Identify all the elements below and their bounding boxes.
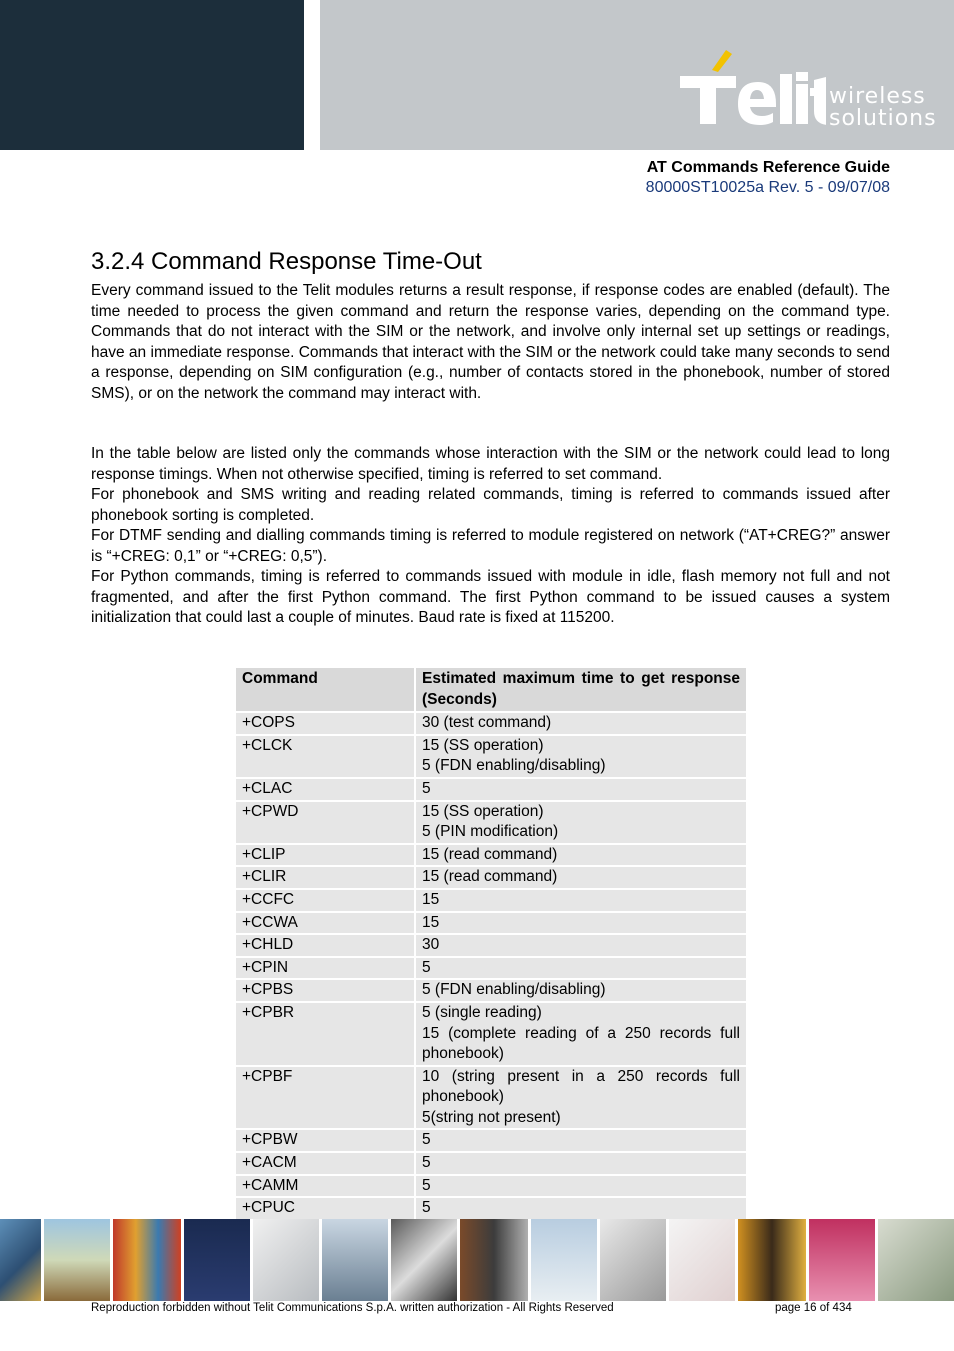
command-cell: +CLIR bbox=[235, 866, 415, 889]
table-row bbox=[235, 934, 747, 957]
time-line: 30 (test command) bbox=[422, 714, 552, 732]
footer-copyright: Reproduction forbidden without Telit Communications S.p.A. written authorization - All Rights Reserved bbox=[91, 1302, 614, 1314]
table-row bbox=[235, 778, 747, 801]
time-cell bbox=[415, 1002, 747, 1066]
time-line: 5 bbox=[422, 1176, 431, 1194]
time-line: 15 (read command) bbox=[422, 845, 558, 863]
table-row bbox=[235, 889, 747, 912]
table-row bbox=[235, 866, 747, 889]
time-line: 15 (read command) bbox=[422, 868, 558, 886]
table-row bbox=[235, 801, 747, 844]
table-row bbox=[235, 1002, 747, 1066]
time-line: 5 bbox=[422, 1154, 431, 1172]
time-line: 5 bbox=[422, 779, 431, 797]
time-cell bbox=[415, 1197, 747, 1220]
time-line: 5 bbox=[422, 958, 431, 976]
time-line: 5 bbox=[422, 1131, 431, 1149]
notes-paragraph bbox=[91, 444, 890, 629]
command-cell: +CCWA bbox=[235, 912, 415, 935]
time-cell bbox=[415, 778, 747, 801]
footer-photo bbox=[600, 1219, 666, 1301]
time-cell bbox=[415, 712, 747, 735]
note-line: In the table below are listed only the commands whose interaction with the SIM or the network could lead to long response timings. When not otherwise specified, timing is referred to set command. bbox=[91, 445, 890, 483]
time-line: 15 bbox=[422, 913, 440, 931]
command-cell: +CPBF bbox=[235, 1066, 415, 1130]
time-cell bbox=[415, 1129, 747, 1152]
command-cell: +CHLD bbox=[235, 934, 415, 957]
command-cell: +COPS bbox=[235, 712, 415, 735]
footer-photo bbox=[738, 1219, 806, 1301]
command-cell: +CACM bbox=[235, 1152, 415, 1175]
table-row bbox=[235, 1152, 747, 1175]
note-line: For phonebook and SMS writing and reading related commands, timing is referred to commands issued after phonebook sorting is completed. bbox=[91, 486, 890, 524]
time-cell bbox=[415, 866, 747, 889]
header-cell-command: Command bbox=[235, 667, 415, 712]
time-cell bbox=[415, 934, 747, 957]
time-line: 10 (string present in a 250 records full phonebook) bbox=[422, 1067, 740, 1106]
command-cell: +CPWD bbox=[235, 801, 415, 844]
footer-photo bbox=[391, 1219, 457, 1301]
command-cell: +CAMM bbox=[235, 1175, 415, 1198]
time-cell bbox=[415, 735, 747, 778]
footer-photo bbox=[0, 1219, 41, 1301]
footer-photo bbox=[460, 1219, 528, 1301]
time-line: 30 bbox=[422, 936, 440, 954]
time-line: 5(string not present) bbox=[422, 1108, 561, 1126]
logo-tagline-wireless: wireless bbox=[829, 84, 926, 109]
footer-photo bbox=[809, 1219, 875, 1301]
table-row bbox=[235, 912, 747, 935]
header-cell-time: Estimated maximum time to get response (Seconds) bbox=[415, 667, 747, 712]
footer-photo bbox=[184, 1219, 250, 1301]
table-row bbox=[235, 844, 747, 867]
command-cell: +CPIN bbox=[235, 957, 415, 980]
command-cell: +CPBR bbox=[235, 1002, 415, 1066]
note-line: For Python commands, timing is referred to commands issued with module in idle, flash memory not full and not fragmented, and after the first Python command. The first Python command to be issued causes a system initialization that could last a couple of minutes. Baud rate is fixed at 115200. bbox=[91, 568, 890, 626]
note-line: For DTMF sending and dialling commands timing is referred to module registered on network (“AT+CREG?” answer is “+CREG: 0,1” or “+CREG: 0,5”). bbox=[91, 527, 890, 565]
footer-photo bbox=[878, 1219, 954, 1301]
time-line: 15 bbox=[422, 890, 440, 908]
command-cell: +CLIP bbox=[235, 844, 415, 867]
time-cell bbox=[415, 912, 747, 935]
time-cell bbox=[415, 1175, 747, 1198]
logo-tagline-solutions: solutions bbox=[829, 106, 937, 131]
intro-paragraph: Every command issued to the Telit modules returns a result response, if response codes are enabled (default). The time needed to process the given command and return the response varies, depending on the command type. Commands that do not interact with the SIM or the network, and involve only internal set up settings or readings, have an immediate response. Commands that interact with the SIM or the network could take many seconds to send a response, depending on SIM configuration (e.g., number of contacts stored in the phonebook, number of stored SMS), or on the network the command may interact with. bbox=[91, 282, 890, 402]
response-timeout-table bbox=[234, 666, 748, 1221]
footer-photo bbox=[113, 1219, 181, 1301]
time-cell bbox=[415, 1066, 747, 1130]
footer-photo bbox=[669, 1219, 735, 1301]
time-cell bbox=[415, 889, 747, 912]
footer-page-number: page 16 of 434 bbox=[775, 1302, 852, 1314]
table-row bbox=[235, 1129, 747, 1152]
command-cell: +CCFC bbox=[235, 889, 415, 912]
footer-photo bbox=[322, 1219, 388, 1301]
command-cell: +CPUC bbox=[235, 1197, 415, 1220]
command-cell: +CPBW bbox=[235, 1129, 415, 1152]
table-row bbox=[235, 957, 747, 980]
time-line: 15 (SS operation) bbox=[422, 736, 544, 754]
document-title: AT Commands Reference Guide bbox=[646, 159, 890, 176]
telit-logo-mark bbox=[676, 48, 826, 130]
footer-photo bbox=[531, 1219, 597, 1301]
command-cell: +CPBS bbox=[235, 979, 415, 1002]
time-cell bbox=[415, 1152, 747, 1175]
time-line: 5 (PIN modification) bbox=[422, 823, 559, 841]
section-heading: 3.2.4 Command Response Time-Out bbox=[91, 248, 482, 275]
footer-photo-strip bbox=[0, 1219, 954, 1301]
footer-photo bbox=[44, 1219, 110, 1301]
table-row bbox=[235, 1066, 747, 1130]
time-line: 5 bbox=[422, 1199, 431, 1217]
footer-photo bbox=[253, 1219, 319, 1301]
command-cell: +CLCK bbox=[235, 735, 415, 778]
table-row bbox=[235, 979, 747, 1002]
table-row bbox=[235, 735, 747, 778]
table-row bbox=[235, 1197, 747, 1220]
document-revision: 80000ST10025a Rev. 5 - 09/07/08 bbox=[645, 179, 890, 196]
time-cell bbox=[415, 844, 747, 867]
time-line: 15 (SS operation) bbox=[422, 802, 544, 820]
table-row bbox=[235, 712, 747, 735]
table-header-row bbox=[235, 667, 747, 712]
table-row bbox=[235, 1175, 747, 1198]
time-line: 5 (single reading) bbox=[422, 1003, 542, 1021]
time-line: 5 (FDN enabling/disabling) bbox=[422, 981, 606, 999]
time-cell bbox=[415, 957, 747, 980]
time-cell bbox=[415, 801, 747, 844]
time-line: 15 (complete reading of a 250 records full phonebook) bbox=[422, 1024, 740, 1063]
time-line: 5 (FDN enabling/disabling) bbox=[422, 757, 606, 775]
telit-logo bbox=[676, 48, 936, 130]
time-cell bbox=[415, 979, 747, 1002]
command-cell: +CLAC bbox=[235, 778, 415, 801]
header-dark-panel bbox=[0, 0, 304, 150]
